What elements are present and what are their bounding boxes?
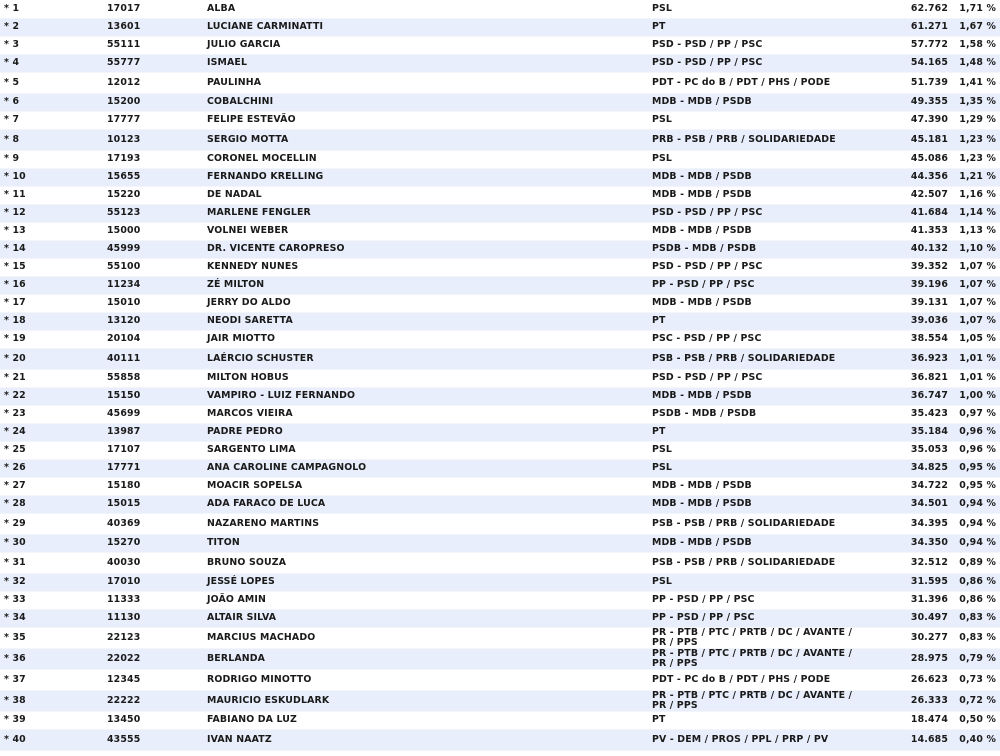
rank-cell: * 27 <box>0 477 105 495</box>
vote-percentage-cell: 1,01 % <box>950 369 1000 387</box>
candidate-number-cell: 40030 <box>105 552 205 573</box>
table-row <box>0 18 1000 36</box>
vote-percentage-cell: 1,07 % <box>950 312 1000 330</box>
table-row <box>0 111 1000 129</box>
candidate-number-cell: 40111 <box>105 348 205 369</box>
table-row <box>0 387 1000 405</box>
candidate-number-cell: 13120 <box>105 312 205 330</box>
candidate-number-cell: 15180 <box>105 477 205 495</box>
candidate-name-cell: JULIO GARCIA <box>205 36 650 54</box>
votes-cell: 39.036 <box>865 312 950 330</box>
rank-cell: * 4 <box>0 54 105 72</box>
votes-cell: 41.684 <box>865 204 950 222</box>
table-row <box>0 513 1000 534</box>
candidate-number-cell: 17777 <box>105 111 205 129</box>
party-coalition-cell: MDB - MDB / PSDB <box>650 387 865 405</box>
votes-cell: 40.132 <box>865 240 950 258</box>
party-coalition-cell: PT <box>650 711 865 729</box>
candidate-number-cell: 15150 <box>105 387 205 405</box>
table-row <box>0 459 1000 477</box>
rank-cell: * 1 <box>0 0 105 18</box>
party-coalition-cell: PSL <box>650 0 865 18</box>
candidate-name-cell: JERRY DO ALDO <box>205 294 650 312</box>
candidate-number-cell: 15655 <box>105 168 205 186</box>
rank-cell: * 5 <box>0 72 105 93</box>
table-row <box>0 222 1000 240</box>
candidate-name-cell: PADRE PEDRO <box>205 423 650 441</box>
rank-cell: * 32 <box>0 573 105 591</box>
table-row <box>0 711 1000 729</box>
table-row <box>0 36 1000 54</box>
candidate-number-cell: 11333 <box>105 591 205 609</box>
vote-percentage-cell: 0,79 % <box>950 648 1000 669</box>
party-coalition-cell: MDB - MDB / PSDB <box>650 168 865 186</box>
votes-cell: 39.196 <box>865 276 950 294</box>
party-coalition-cell: PR - PTB / PTC / PRTB / DC / AVANTE / PR / PPS <box>650 627 865 648</box>
party-coalition-cell: PP - PSD / PP / PSC <box>650 276 865 294</box>
rank-cell: * 14 <box>0 240 105 258</box>
vote-percentage-cell: 0,86 % <box>950 573 1000 591</box>
candidate-name-cell: MAURICIO ESKUDLARK <box>205 690 650 711</box>
party-coalition-cell: MDB - MDB / PSDB <box>650 93 865 111</box>
candidate-name-cell: COBALCHINI <box>205 93 650 111</box>
candidate-number-cell: 10123 <box>105 129 205 150</box>
vote-percentage-cell: 0,96 % <box>950 423 1000 441</box>
votes-cell: 54.165 <box>865 54 950 72</box>
table-row <box>0 495 1000 513</box>
table-row <box>0 690 1000 711</box>
rank-cell: * 35 <box>0 627 105 648</box>
party-coalition-cell: PSL <box>650 573 865 591</box>
table-row <box>0 258 1000 276</box>
votes-cell: 36.821 <box>865 369 950 387</box>
candidate-name-cell: IVAN NAATZ <box>205 729 650 750</box>
vote-percentage-cell: 1,71 % <box>950 0 1000 18</box>
candidate-number-cell: 15015 <box>105 495 205 513</box>
party-coalition-cell: PP - PSD / PP / PSC <box>650 591 865 609</box>
candidate-number-cell: 17193 <box>105 150 205 168</box>
table-row <box>0 609 1000 627</box>
rank-cell: * 21 <box>0 369 105 387</box>
rank-cell: * 30 <box>0 534 105 552</box>
vote-percentage-cell: 1,23 % <box>950 129 1000 150</box>
candidate-number-cell: 55111 <box>105 36 205 54</box>
rank-cell: * 34 <box>0 609 105 627</box>
candidate-number-cell: 17017 <box>105 0 205 18</box>
vote-percentage-cell: 0,96 % <box>950 441 1000 459</box>
votes-cell: 31.396 <box>865 591 950 609</box>
table-row <box>0 405 1000 423</box>
candidate-number-cell: 13987 <box>105 423 205 441</box>
party-coalition-cell: PSB - PSB / PRB / SOLIDARIEDADE <box>650 348 865 369</box>
votes-cell: 26.623 <box>865 669 950 690</box>
party-coalition-cell: PV - DEM / PROS / PPL / PRP / PV <box>650 729 865 750</box>
vote-percentage-cell: 1,05 % <box>950 330 1000 348</box>
rank-cell: * 2 <box>0 18 105 36</box>
candidate-name-cell: BRUNO SOUZA <box>205 552 650 573</box>
candidate-name-cell: NEODI SARETTA <box>205 312 650 330</box>
votes-cell: 34.825 <box>865 459 950 477</box>
vote-percentage-cell: 0,94 % <box>950 495 1000 513</box>
rank-cell: * 16 <box>0 276 105 294</box>
table-row <box>0 276 1000 294</box>
candidate-number-cell: 55858 <box>105 369 205 387</box>
table-row <box>0 729 1000 750</box>
table-row <box>0 312 1000 330</box>
candidate-name-cell: JESSÉ LOPES <box>205 573 650 591</box>
vote-percentage-cell: 1,48 % <box>950 54 1000 72</box>
candidate-name-cell: ADA FARACO DE LUCA <box>205 495 650 513</box>
party-coalition-cell: PP - PSD / PP / PSC <box>650 609 865 627</box>
vote-percentage-cell: 1,58 % <box>950 36 1000 54</box>
candidate-number-cell: 45999 <box>105 240 205 258</box>
candidate-name-cell: MILTON HOBUS <box>205 369 650 387</box>
rank-cell: * 37 <box>0 669 105 690</box>
votes-cell: 47.390 <box>865 111 950 129</box>
table-row <box>0 627 1000 648</box>
rank-cell: * 18 <box>0 312 105 330</box>
rank-cell: * 24 <box>0 423 105 441</box>
vote-percentage-cell: 1,07 % <box>950 276 1000 294</box>
rank-cell: * 8 <box>0 129 105 150</box>
candidate-name-cell: LAÉRCIO SCHUSTER <box>205 348 650 369</box>
candidate-number-cell: 55777 <box>105 54 205 72</box>
party-coalition-cell: PSD - PSD / PP / PSC <box>650 258 865 276</box>
candidate-name-cell: SARGENTO LIMA <box>205 441 650 459</box>
rank-cell: * 20 <box>0 348 105 369</box>
table-row <box>0 150 1000 168</box>
party-coalition-cell: PSD - PSD / PP / PSC <box>650 54 865 72</box>
votes-cell: 36.747 <box>865 387 950 405</box>
vote-percentage-cell: 0,50 % <box>950 711 1000 729</box>
party-coalition-cell: MDB - MDB / PSDB <box>650 534 865 552</box>
rank-cell: * 7 <box>0 111 105 129</box>
candidate-name-cell: MARCOS VIEIRA <box>205 405 650 423</box>
party-coalition-cell: PT <box>650 423 865 441</box>
candidate-name-cell: ISMAEL <box>205 54 650 72</box>
vote-percentage-cell: 1,14 % <box>950 204 1000 222</box>
candidate-number-cell: 12345 <box>105 669 205 690</box>
party-coalition-cell: PSL <box>650 111 865 129</box>
votes-cell: 34.722 <box>865 477 950 495</box>
rank-cell: * 6 <box>0 93 105 111</box>
rank-cell: * 28 <box>0 495 105 513</box>
rank-cell: * 3 <box>0 36 105 54</box>
candidate-number-cell: 13450 <box>105 711 205 729</box>
vote-percentage-cell: 1,07 % <box>950 258 1000 276</box>
vote-percentage-cell: 0,94 % <box>950 534 1000 552</box>
candidate-number-cell: 15010 <box>105 294 205 312</box>
vote-percentage-cell: 0,94 % <box>950 513 1000 534</box>
votes-cell: 49.355 <box>865 93 950 111</box>
candidate-number-cell: 22022 <box>105 648 205 669</box>
candidate-name-cell: ALTAIR SILVA <box>205 609 650 627</box>
party-coalition-cell: MDB - MDB / PSDB <box>650 186 865 204</box>
party-coalition-cell: MDB - MDB / PSDB <box>650 294 865 312</box>
candidate-name-cell: VAMPIRO - LUIZ FERNANDO <box>205 387 650 405</box>
vote-percentage-cell: 1,67 % <box>950 18 1000 36</box>
party-coalition-cell: PSD - PSD / PP / PSC <box>650 204 865 222</box>
candidate-name-cell: PAULINHA <box>205 72 650 93</box>
table-row <box>0 534 1000 552</box>
party-coalition-cell: PSL <box>650 459 865 477</box>
table-row <box>0 423 1000 441</box>
rank-cell: * 23 <box>0 405 105 423</box>
vote-percentage-cell: 1,13 % <box>950 222 1000 240</box>
votes-cell: 30.497 <box>865 609 950 627</box>
candidate-name-cell: FERNANDO KRELLING <box>205 168 650 186</box>
votes-cell: 34.501 <box>865 495 950 513</box>
candidate-number-cell: 22222 <box>105 690 205 711</box>
candidate-name-cell: TITON <box>205 534 650 552</box>
rank-cell: * 31 <box>0 552 105 573</box>
candidate-name-cell: DE NADAL <box>205 186 650 204</box>
votes-cell: 36.923 <box>865 348 950 369</box>
candidate-name-cell: NAZARENO MARTINS <box>205 513 650 534</box>
party-coalition-cell: PT <box>650 312 865 330</box>
votes-cell: 38.554 <box>865 330 950 348</box>
candidate-number-cell: 15270 <box>105 534 205 552</box>
vote-percentage-cell: 1,29 % <box>950 111 1000 129</box>
table-row <box>0 477 1000 495</box>
vote-percentage-cell: 0,40 % <box>950 729 1000 750</box>
table-row <box>0 294 1000 312</box>
candidate-name-cell: FELIPE ESTEVÃO <box>205 111 650 129</box>
vote-percentage-cell: 1,23 % <box>950 150 1000 168</box>
party-coalition-cell: PSD - PSD / PP / PSC <box>650 369 865 387</box>
candidate-number-cell: 17771 <box>105 459 205 477</box>
candidate-number-cell: 40369 <box>105 513 205 534</box>
rank-cell: * 11 <box>0 186 105 204</box>
table-row <box>0 186 1000 204</box>
candidate-name-cell: MOACIR SOPELSA <box>205 477 650 495</box>
votes-cell: 31.595 <box>865 573 950 591</box>
rank-cell: * 25 <box>0 441 105 459</box>
candidate-number-cell: 15000 <box>105 222 205 240</box>
table-row <box>0 552 1000 573</box>
vote-percentage-cell: 0,72 % <box>950 690 1000 711</box>
rank-cell: * 15 <box>0 258 105 276</box>
rank-cell: * 22 <box>0 387 105 405</box>
candidate-name-cell: JOÃO AMIN <box>205 591 650 609</box>
party-coalition-cell: PR - PTB / PTC / PRTB / DC / AVANTE / PR / PPS <box>650 648 865 669</box>
votes-cell: 14.685 <box>865 729 950 750</box>
votes-cell: 39.131 <box>865 294 950 312</box>
party-coalition-cell: PDT - PC do B / PDT / PHS / PODE <box>650 669 865 690</box>
rank-cell: * 9 <box>0 150 105 168</box>
party-coalition-cell: PSD - PSD / PP / PSC <box>650 36 865 54</box>
candidate-number-cell: 15200 <box>105 93 205 111</box>
table-row <box>0 591 1000 609</box>
rank-cell: * 29 <box>0 513 105 534</box>
candidate-name-cell: MARCIUS MACHADO <box>205 627 650 648</box>
table-row <box>0 369 1000 387</box>
votes-cell: 62.762 <box>865 0 950 18</box>
candidate-number-cell: 13601 <box>105 18 205 36</box>
vote-percentage-cell: 1,10 % <box>950 240 1000 258</box>
candidate-name-cell: FABIANO DA LUZ <box>205 711 650 729</box>
votes-cell: 41.353 <box>865 222 950 240</box>
party-coalition-cell: MDB - MDB / PSDB <box>650 495 865 513</box>
vote-percentage-cell: 1,21 % <box>950 168 1000 186</box>
table-row <box>0 72 1000 93</box>
votes-cell: 42.507 <box>865 186 950 204</box>
rank-cell: * 13 <box>0 222 105 240</box>
table-row <box>0 441 1000 459</box>
vote-percentage-cell: 1,07 % <box>950 294 1000 312</box>
candidate-name-cell: ALBA <box>205 0 650 18</box>
table-row <box>0 168 1000 186</box>
votes-cell: 30.277 <box>865 627 950 648</box>
votes-cell: 45.181 <box>865 129 950 150</box>
votes-cell: 18.474 <box>865 711 950 729</box>
candidate-number-cell: 17107 <box>105 441 205 459</box>
vote-percentage-cell: 1,01 % <box>950 348 1000 369</box>
candidate-name-cell: ZÉ MILTON <box>205 276 650 294</box>
candidate-number-cell: 22123 <box>105 627 205 648</box>
vote-percentage-cell: 1,35 % <box>950 93 1000 111</box>
candidate-number-cell: 43555 <box>105 729 205 750</box>
vote-percentage-cell: 0,89 % <box>950 552 1000 573</box>
vote-percentage-cell: 0,83 % <box>950 627 1000 648</box>
vote-percentage-cell: 0,95 % <box>950 477 1000 495</box>
candidate-number-cell: 55100 <box>105 258 205 276</box>
party-coalition-cell: PSDB - MDB / PSDB <box>650 240 865 258</box>
party-coalition-cell: PT <box>650 18 865 36</box>
votes-cell: 57.772 <box>865 36 950 54</box>
table-row <box>0 330 1000 348</box>
votes-cell: 45.086 <box>865 150 950 168</box>
rank-cell: * 36 <box>0 648 105 669</box>
party-coalition-cell: PRB - PSB / PRB / SOLIDARIEDADE <box>650 129 865 150</box>
candidate-number-cell: 20104 <box>105 330 205 348</box>
vote-percentage-cell: 0,95 % <box>950 459 1000 477</box>
votes-cell: 44.356 <box>865 168 950 186</box>
party-coalition-cell: PR - PTB / PTC / PRTB / DC / AVANTE / PR / PPS <box>650 690 865 711</box>
votes-cell: 34.395 <box>865 513 950 534</box>
vote-percentage-cell: 0,73 % <box>950 669 1000 690</box>
candidate-number-cell: 17010 <box>105 573 205 591</box>
vote-percentage-cell: 1,00 % <box>950 387 1000 405</box>
table-row <box>0 573 1000 591</box>
party-coalition-cell: PDT - PC do B / PDT / PHS / PODE <box>650 72 865 93</box>
table-row <box>0 669 1000 690</box>
table-row <box>0 0 1000 18</box>
votes-cell: 35.053 <box>865 441 950 459</box>
candidate-name-cell: MARLENE FENGLER <box>205 204 650 222</box>
candidate-name-cell: RODRIGO MINOTTO <box>205 669 650 690</box>
votes-cell: 28.975 <box>865 648 950 669</box>
candidate-name-cell: SERGIO MOTTA <box>205 129 650 150</box>
candidate-number-cell: 45699 <box>105 405 205 423</box>
candidate-number-cell: 11234 <box>105 276 205 294</box>
candidate-name-cell: LUCIANE CARMINATTI <box>205 18 650 36</box>
candidate-number-cell: 55123 <box>105 204 205 222</box>
vote-percentage-cell: 1,16 % <box>950 186 1000 204</box>
rank-cell: * 40 <box>0 729 105 750</box>
votes-cell: 32.512 <box>865 552 950 573</box>
votes-cell: 34.350 <box>865 534 950 552</box>
votes-cell: 35.423 <box>865 405 950 423</box>
candidate-name-cell: BERLANDA <box>205 648 650 669</box>
candidate-number-cell: 15220 <box>105 186 205 204</box>
candidate-name-cell: DR. VICENTE CAROPRESO <box>205 240 650 258</box>
votes-cell: 39.352 <box>865 258 950 276</box>
party-coalition-cell: PSB - PSB / PRB / SOLIDARIEDADE <box>650 552 865 573</box>
party-coalition-cell: PSL <box>650 441 865 459</box>
votes-cell: 26.333 <box>865 690 950 711</box>
party-coalition-cell: PSDB - MDB / PSDB <box>650 405 865 423</box>
table-row <box>0 648 1000 669</box>
candidate-number-cell: 11130 <box>105 609 205 627</box>
candidate-name-cell: JAIR MIOTTO <box>205 330 650 348</box>
table-row <box>0 240 1000 258</box>
votes-cell: 35.184 <box>865 423 950 441</box>
candidate-name-cell: CORONEL MOCELLIN <box>205 150 650 168</box>
rank-cell: * 12 <box>0 204 105 222</box>
rank-cell: * 17 <box>0 294 105 312</box>
party-coalition-cell: PSC - PSD / PP / PSC <box>650 330 865 348</box>
candidate-name-cell: KENNEDY NUNES <box>205 258 650 276</box>
vote-percentage-cell: 0,97 % <box>950 405 1000 423</box>
vote-percentage-cell: 1,41 % <box>950 72 1000 93</box>
party-coalition-cell: PSB - PSB / PRB / SOLIDARIEDADE <box>650 513 865 534</box>
vote-percentage-cell: 0,86 % <box>950 591 1000 609</box>
rank-cell: * 38 <box>0 690 105 711</box>
party-coalition-cell: MDB - MDB / PSDB <box>650 477 865 495</box>
candidate-name-cell: ANA CAROLINE CAMPAGNOLO <box>205 459 650 477</box>
votes-cell: 51.739 <box>865 72 950 93</box>
votes-cell: 61.271 <box>865 18 950 36</box>
table-row <box>0 348 1000 369</box>
rank-cell: * 33 <box>0 591 105 609</box>
party-coalition-cell: PSL <box>650 150 865 168</box>
party-coalition-cell: MDB - MDB / PSDB <box>650 222 865 240</box>
vote-percentage-cell: 0,83 % <box>950 609 1000 627</box>
table-row <box>0 204 1000 222</box>
candidate-number-cell: 12012 <box>105 72 205 93</box>
table-row <box>0 93 1000 111</box>
candidate-name-cell: VOLNEI WEBER <box>205 222 650 240</box>
rank-cell: * 10 <box>0 168 105 186</box>
rank-cell: * 26 <box>0 459 105 477</box>
rank-cell: * 39 <box>0 711 105 729</box>
table-row <box>0 129 1000 150</box>
rank-cell: * 19 <box>0 330 105 348</box>
table-row <box>0 54 1000 72</box>
